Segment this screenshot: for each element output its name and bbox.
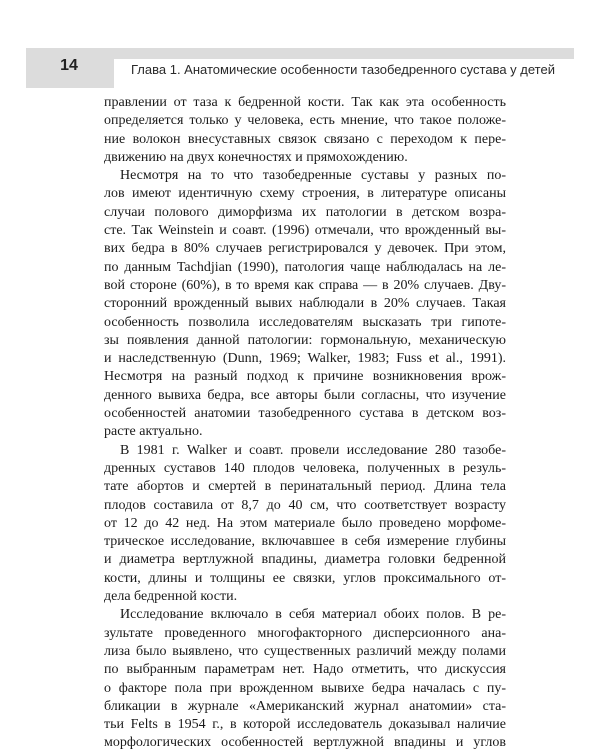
text-line: тате абортов и смертей в перинатальный период. Длина тела <box>104 479 506 495</box>
text-line: лиза было выявлено, что существенных различий между полами <box>104 643 506 659</box>
text-line: правлении от таза к бедренной кости. Так как эта особенность <box>104 95 506 110</box>
paragraph <box>104 442 506 607</box>
text-line: ние волокон внесуставных связок связано с переходом к пере- <box>104 131 506 147</box>
text-line: сте. Так Weinstein и соавт. (1996) отмечали, что врожденный вы- <box>104 223 506 239</box>
running-header-title: Глава 1. Анатомические особенности тазобедренного сустава у детей <box>114 59 574 88</box>
text-line: особенность позволила исследователям высказать три гипоте- <box>104 314 506 330</box>
text-line: трическое исследование, включавшее в себя измерение глубины <box>104 534 506 550</box>
text-line: денного вывиха бедра, все авторы были согласны, что изучение <box>104 387 506 403</box>
text-line: дренных суставов 140 плодов человека, полученных в резуль- <box>104 460 506 476</box>
text-line: движению на двух конечностях и прямохождению. <box>104 149 408 165</box>
text-line: бликации в журнале «Американский журнал анатомии» ста- <box>104 698 506 714</box>
text-line: плодов составила от 8,7 до 40 см, что соответствует возрасту <box>104 497 506 513</box>
text-line: вих бедра в 80% случаев регистрировался у девочек. При этом, <box>104 241 506 257</box>
text-line: В 1981 г. Walker и соавт. провели исследование 280 тазобе- <box>120 442 506 458</box>
text-line: по выбранным параметрам нет. Надо отметить, что дискуссия <box>104 662 506 678</box>
body-text <box>104 94 506 753</box>
paragraph <box>104 167 506 441</box>
text-line: сторонний врожденный вывих наблюдали в 20% случаев. Такая <box>104 296 506 312</box>
text-line: от 12 до 42 нед. На этом материале было проведено морфоме- <box>104 515 506 531</box>
text-line: расте актуально. <box>104 424 203 440</box>
text-line: вой стороне (60%), в то время как справа — в 20% случаев. Дву- <box>104 277 506 293</box>
text-line: морфологических особенностей вертлужной впадины и углов <box>104 735 506 751</box>
text-line: зультате проведенного многофакторного дисперсионного ана- <box>104 625 506 641</box>
text-line: лов имеют идентичную схему строения, в литературе описаны <box>104 186 506 202</box>
paragraph <box>104 94 506 167</box>
text-line: дела бедренной кости. <box>104 589 238 605</box>
text-line: Исследование включало в себя материал обоих полов. В ре- <box>120 607 506 623</box>
text-line: определяется только у человека, есть мнение, что такое положе- <box>104 113 506 129</box>
text-line: о факторе пола при врожденном вывихе бедра началась с пу- <box>104 680 506 696</box>
text-line: тьи Felts в 1954 г., в которой исследователь доказывал наличие <box>104 717 506 733</box>
text-line: Несмотря на разный подход к причине возникновения врож- <box>104 369 506 385</box>
text-line: и диаметра вертлужной впадины, диаметра головки бедренной <box>104 552 506 568</box>
paragraph <box>104 606 506 752</box>
text-line: зы появления данной патологии: гормональную, механическую <box>104 332 506 348</box>
text-line: и наследственную (Dunn, 1969; Walker, 1983; Fuss et al., 1991). <box>104 351 506 367</box>
text-line: Несмотря на то что тазобедренные суставы у разных по- <box>120 168 506 184</box>
page-number: 14 <box>60 57 78 74</box>
text-line: случаи полового диморфизма их патологии в детском возра- <box>104 204 506 220</box>
text-line: кости, длины и толщины ее связки, углов проксимального от- <box>104 570 506 586</box>
text-line: по данным Tachdjian (1990), патология чаще наблюдалась на ле- <box>104 259 506 275</box>
text-line: особенностей анатомии тазобедренного сустава в детском воз- <box>104 406 506 422</box>
